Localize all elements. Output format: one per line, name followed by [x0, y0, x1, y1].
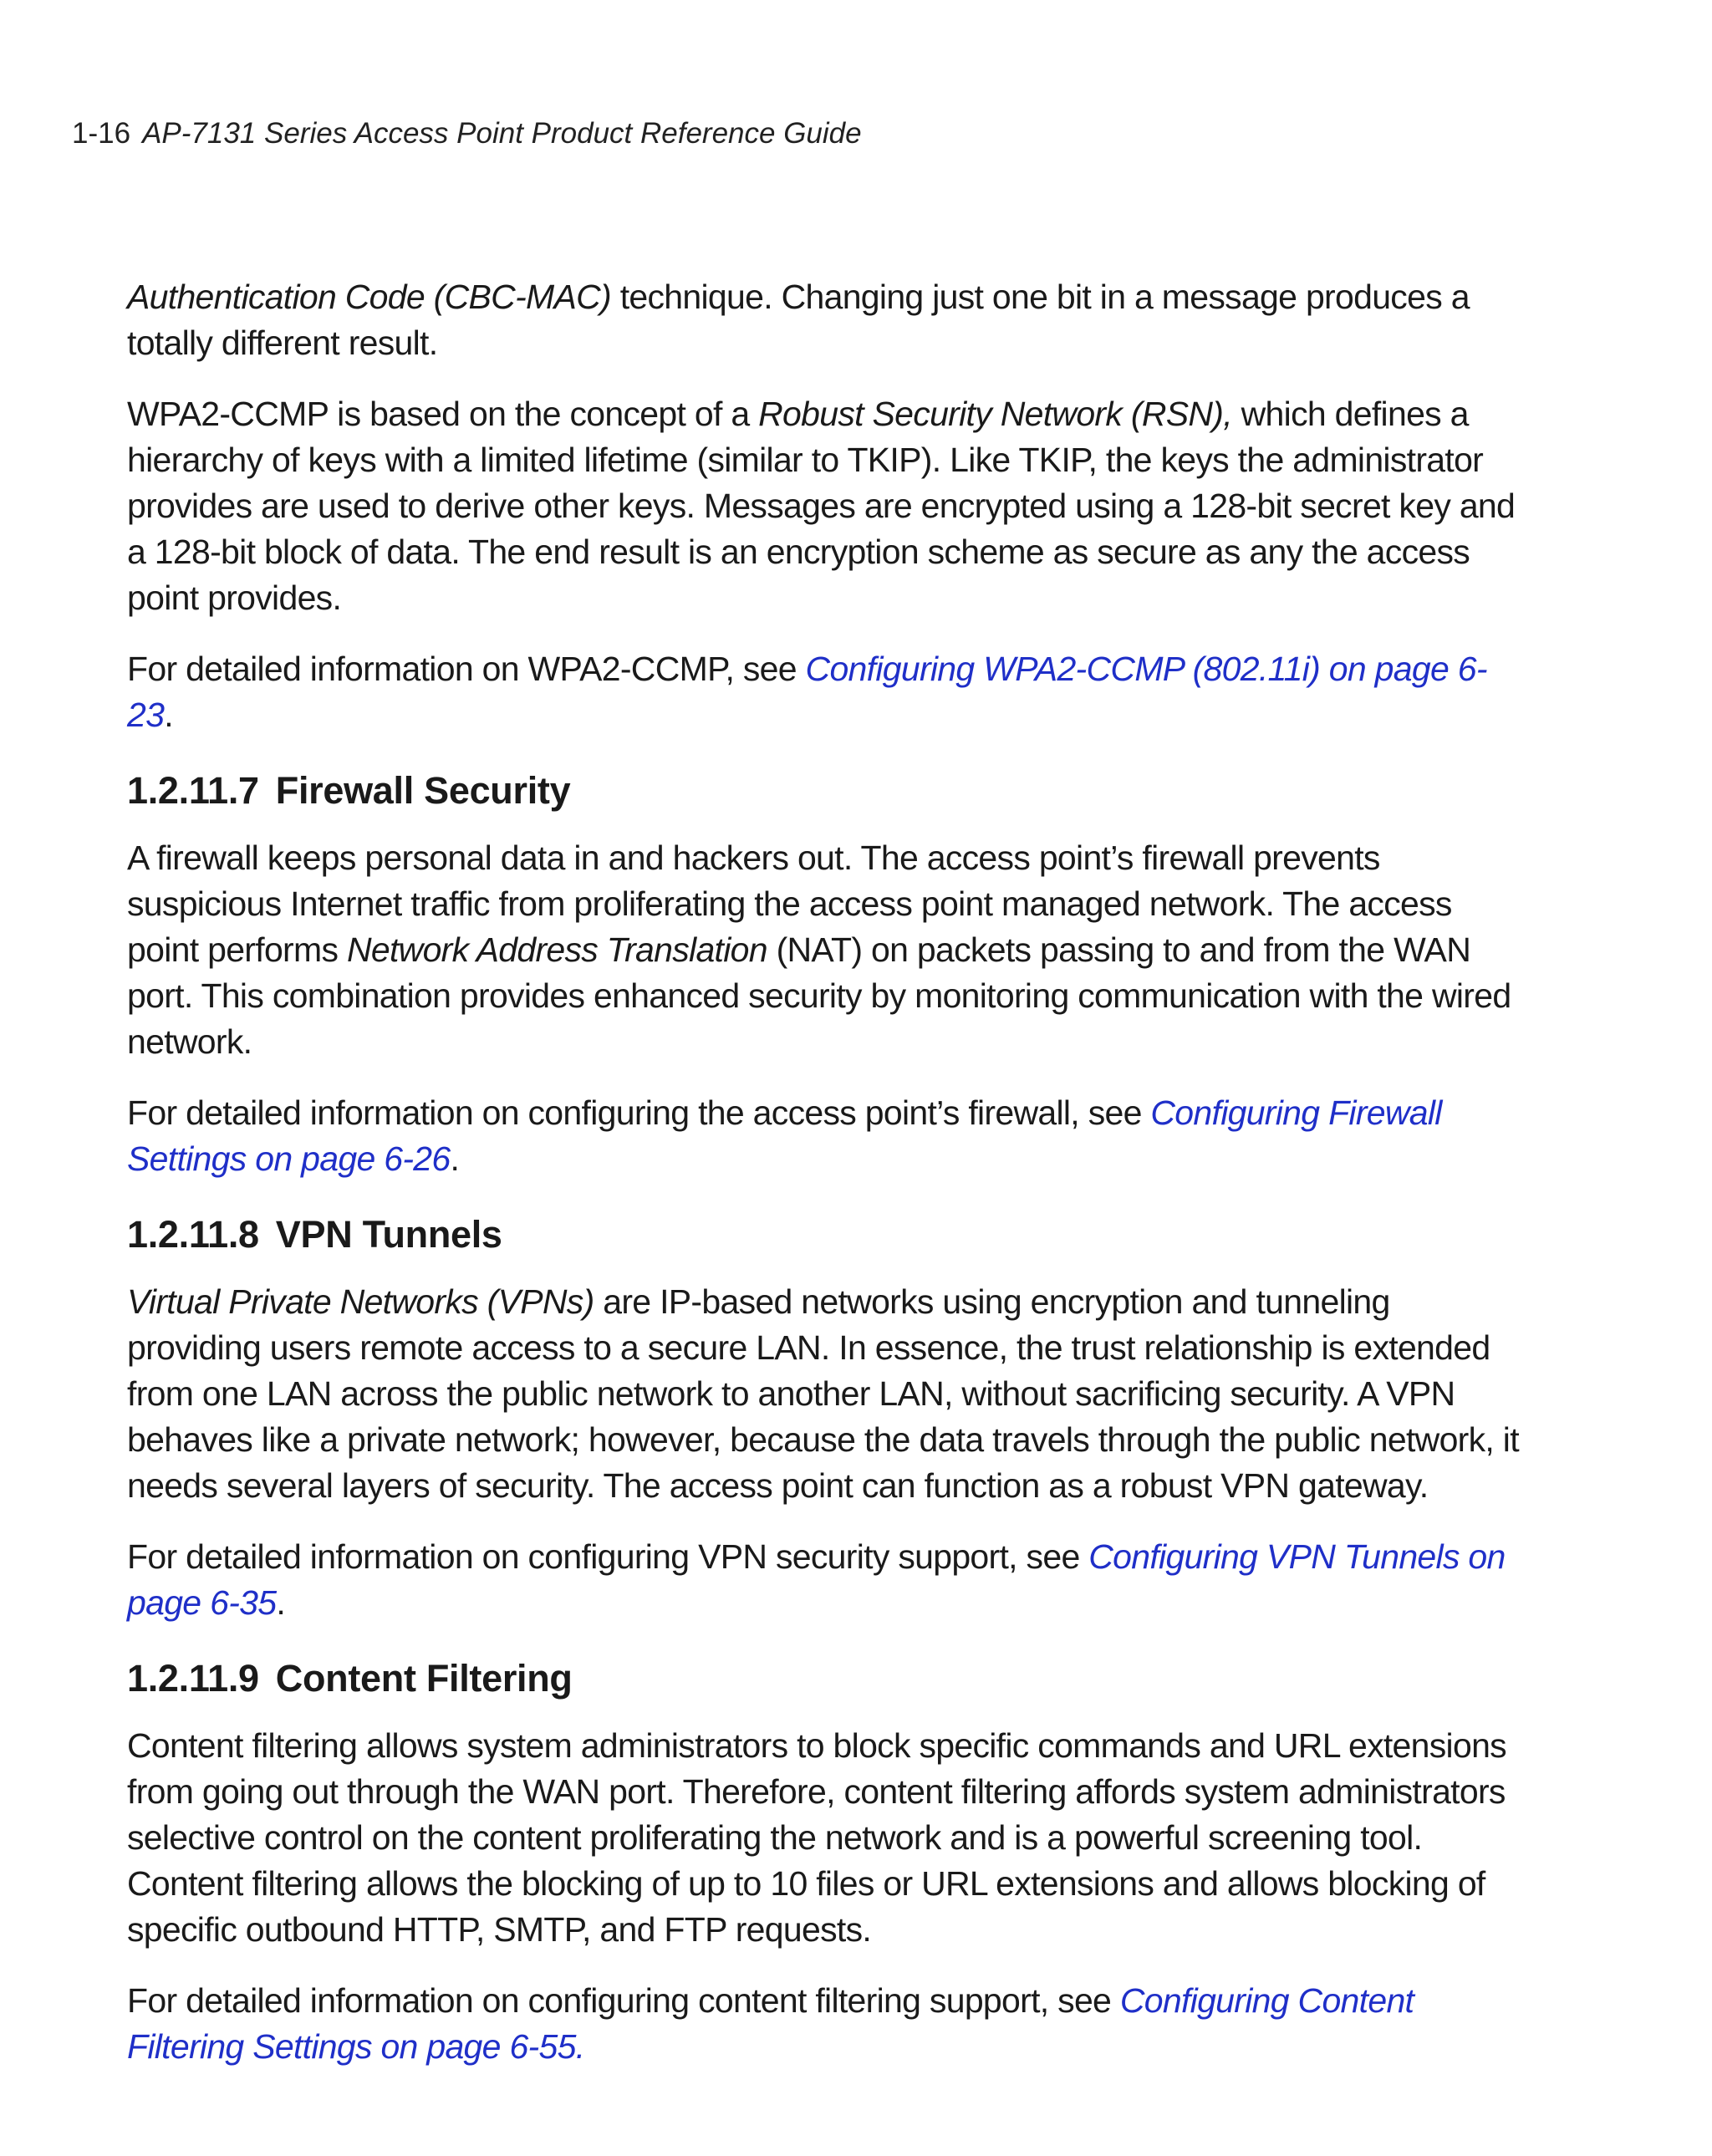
vpn-paragraph [127, 1279, 1523, 1509]
wpa2-ref-text: For detailed information on WPA2-CCMP, see [127, 650, 806, 688]
firewall-paragraph [127, 835, 1523, 1065]
firewall-heading [127, 763, 1523, 818]
vpn-text: are IP-based networks using encryption and tunneling providing users remote access to a secure LAN. In essence, the trust relationship is extended from one LAN across the public network to another LAN, without sacrificing security. A VPN behaves like a private network; however, because the data travels through the public network, it needs several layers of security. The access point can function as a robust VPN gateway. [127, 1282, 1519, 1505]
rsn-text-2: which defines a hierarchy of keys with a limited lifetime (similar to TKIP). Like TKIP, the keys the administrator provides are used to derive other keys. Messages are encrypted using a 128-bit secret key and a 128-bit block of data. The end result is an encryption scheme as secure as any the access point provides. [127, 395, 1516, 617]
page-content [127, 274, 1523, 2095]
firewall-section-title: Firewall Security [275, 769, 571, 812]
vpn-reference-paragraph [127, 1534, 1523, 1626]
page-header [72, 117, 862, 150]
content-filtering-paragraph: Content filtering allows system administrators to block specific commands and URL extensions from going out through the WAN port. Therefore, content filtering affords system administrators selective control on the content proliferating the network and is a powerful screening tool. Content filtering allows the blocking of up to 10 files or URL extensions and allows blocking of specific outbound HTTP, SMTP, and FTP requests. [127, 1726, 1506, 1949]
content-filtering-ref-text: For detailed information on configuring content filtering support, see [127, 1981, 1120, 2020]
page-number: 1-16 [72, 117, 131, 150]
cbc-mac-text: technique. Changing just one bit in a message produces a totally different result. [127, 278, 1470, 362]
firewall-text-1: A firewall keeps personal data in and hackers out. The access point’s firewall prevents suspicious Internet traffic from proliferating the access point managed network. The access point performs [127, 838, 1452, 969]
wpa2-ref-end: . [164, 696, 173, 734]
content-filtering-settings-link[interactable]: Configuring Content Filtering Settings on page 6-55. [127, 1981, 1414, 2066]
cbc-mac-term: Authentication Code (CBC-MAC) [127, 278, 611, 316]
content-filtering-section-number: 1.2.11.9 [127, 1657, 259, 1700]
vpn-ref-end: . [276, 1583, 286, 1622]
rsn-paragraph [127, 391, 1523, 621]
rsn-term: Robust Security Network (RSN), [758, 395, 1232, 433]
vpn-term: Virtual Private Networks (VPNs) [127, 1282, 594, 1321]
wpa2-reference-paragraph [127, 646, 1523, 738]
guide-title: AP-7131 Series Access Point Product Reference Guide [142, 117, 862, 150]
content-filtering-reference-paragraph [127, 1978, 1523, 2070]
firewall-settings-link[interactable]: Configuring Firewall Settings on page 6-26 [127, 1093, 1442, 1178]
content-filtering-heading [127, 1651, 1523, 1706]
vpn-heading [127, 1207, 1523, 1262]
firewall-ref-text: For detailed information on configuring the access point’s firewall, see [127, 1093, 1151, 1132]
wpa2-ccmp-link[interactable]: Configuring WPA2-CCMP (802.11i) on page 6-23 [127, 650, 1487, 734]
content-filtering-section-title: Content Filtering [275, 1657, 573, 1700]
vpn-tunnels-link[interactable]: Configuring VPN Tunnels on page 6-35 [127, 1537, 1506, 1622]
firewall-section-number: 1.2.11.7 [127, 769, 259, 812]
firewall-text-2: (NAT) on packets passing to and from the WAN port. This combination provides enhanced security by monitoring communication with the wired network. [127, 930, 1511, 1061]
cbc-mac-paragraph [127, 274, 1523, 366]
vpn-ref-text: For detailed information on configuring VPN security support, see [127, 1537, 1089, 1576]
firewall-ref-end: . [450, 1139, 460, 1178]
vpn-section-title: VPN Tunnels [275, 1213, 502, 1256]
firewall-reference-paragraph [127, 1090, 1523, 1182]
vpn-section-number: 1.2.11.8 [127, 1213, 259, 1256]
nat-term: Network Address Translation [346, 930, 767, 969]
rsn-text-1: WPA2-CCMP is based on the concept of a [127, 395, 759, 433]
